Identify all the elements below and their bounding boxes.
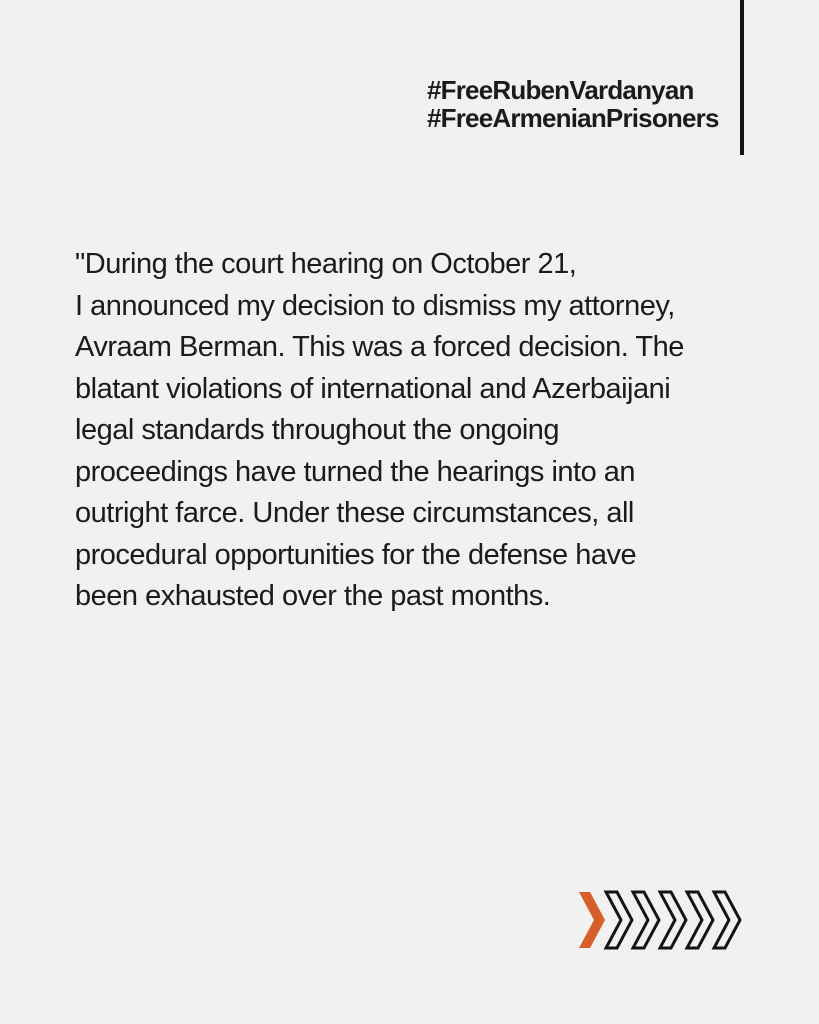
quote-line: legal standards throughout the ongoing: [75, 414, 560, 446]
hashtag-block: [427, 76, 719, 132]
chevron-outline-icon: [714, 892, 740, 948]
quote-line: been exhausted over the past months.: [75, 580, 551, 612]
vertical-accent-line: [740, 0, 744, 155]
quote-line: blatant violations of international and Azerbaijani: [75, 372, 671, 405]
quote-line: I announced my decision to dismiss my attorney,: [75, 289, 675, 322]
quote-line: outright farce. Under these circumstances, all: [75, 497, 634, 529]
chevron-solid-orange-icon: [579, 892, 605, 948]
quote-line: "During the court hearing on October 21,: [75, 248, 577, 280]
hashtag-free-ruben-vardanyan: #FreeRubenVardanyan: [427, 75, 694, 105]
quote-line: procedural opportunities for the defense have: [75, 538, 637, 571]
chevron-outline-icon: [660, 892, 686, 948]
chevron-outline-icon: [606, 892, 632, 948]
chevron-arrows-icon: [579, 890, 743, 950]
chevron-outline-icon: [633, 892, 659, 948]
hashtag-free-armenian-prisoners: #FreeArmenianPrisoners: [427, 103, 719, 133]
quote-line: proceedings have turned the hearings into an: [75, 455, 636, 488]
quote-text: [75, 244, 684, 618]
chevron-outline-icon: [687, 892, 713, 948]
quote-line: Avraam Berman. This was a forced decision. The: [75, 331, 684, 363]
